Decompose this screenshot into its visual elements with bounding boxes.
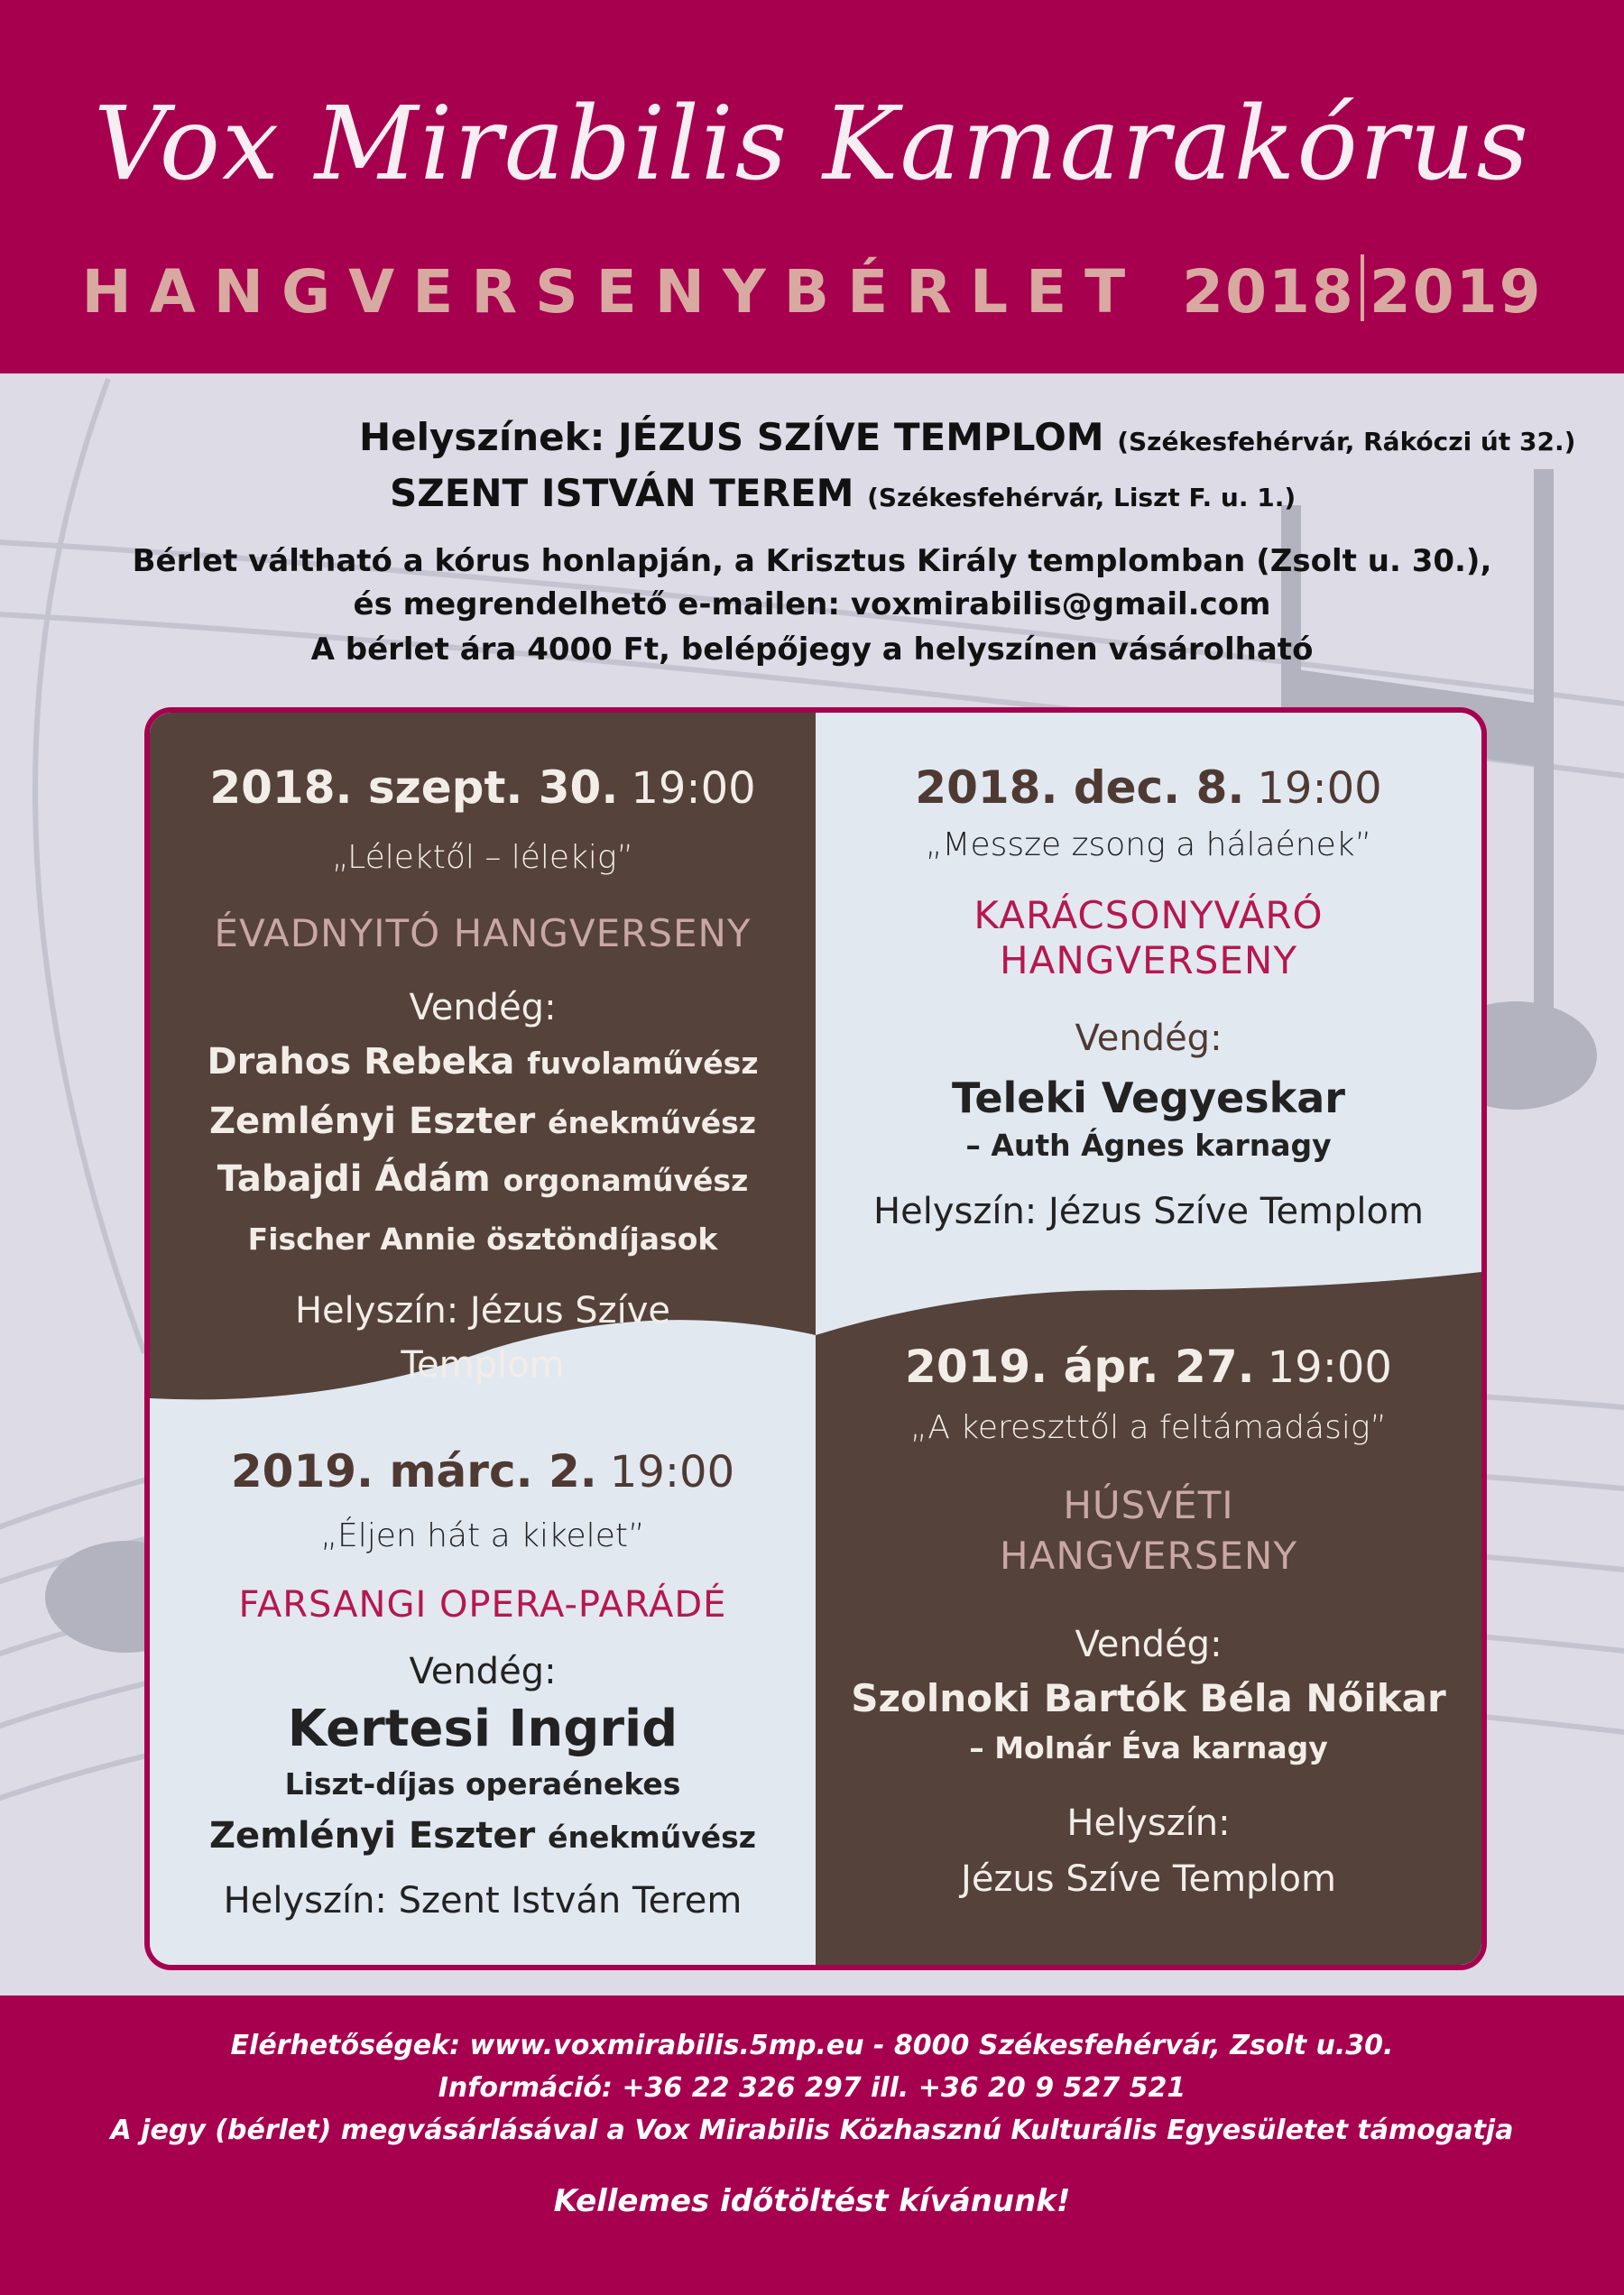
subtitle-word: HANGVERSENYBÉRLET bbox=[81, 257, 1144, 327]
concert3-guest-main-sub: Liszt-díjas operaénekes bbox=[284, 1766, 681, 1802]
concert1-date: 2018. szept. 30. bbox=[209, 761, 619, 814]
venue2-address: (Székesfehérvár, Liszt F. u. 1.) bbox=[867, 483, 1296, 512]
concert3-guest-main: Kertesi Ingrid bbox=[287, 1700, 678, 1758]
concert3-guest-2 bbox=[150, 1815, 816, 1857]
concert1-time: 19:00 bbox=[631, 763, 756, 814]
concert1-guest-3 bbox=[150, 1158, 816, 1200]
ticket-info-line-1: Bérlet váltható a kórus honlapján, a Krisztus Király templomban (Zsolt u. 30.), bbox=[132, 543, 1492, 579]
concert1-guest-1 bbox=[150, 1041, 816, 1083]
concert1-extra: Fischer Annie ösztöndíjasok bbox=[247, 1221, 718, 1257]
concert1-venue-line-1: Helyszín: Jézus Szíve bbox=[294, 1290, 671, 1332]
concert1-quote: „Lélektől – lélekig” bbox=[331, 839, 634, 876]
concert-panel bbox=[144, 707, 1487, 1970]
concert3-date: 2019. márc. 2. bbox=[230, 1445, 597, 1498]
concert3-category: FARSANGI OPERA-PARÁDÉ bbox=[238, 1584, 727, 1626]
info-value: +36 22 326 297 ill. +36 20 9 527 521 bbox=[622, 2072, 1186, 2104]
venue2-name: SZENT ISTVÁN TEREM bbox=[390, 471, 854, 515]
concert2-venue: Helyszín: Jézus Szíve Templom bbox=[873, 1191, 1424, 1232]
concert4-category-line-1: HÚSVÉTI bbox=[1063, 1483, 1234, 1527]
concert3-time: 19:00 bbox=[609, 1447, 735, 1498]
venue-line-2 bbox=[390, 471, 1296, 515]
footer-contact bbox=[0, 2030, 1624, 2061]
info-label: Információ: bbox=[438, 2072, 613, 2104]
footer-support: A jegy (bérlet) megvásárlásával a Vox Mirabilis Közhasznú Kulturális Egyesületet támogatja bbox=[110, 2115, 1514, 2146]
guest-role: énekművész bbox=[548, 1105, 756, 1140]
concert2-guest-label: Vendég: bbox=[1075, 1018, 1223, 1059]
venues-label: Helyszínek: bbox=[359, 415, 605, 459]
concert1-date-line bbox=[150, 761, 816, 814]
concert4-guest-label: Vendég: bbox=[1075, 1624, 1223, 1665]
year-end: 2019 bbox=[1369, 257, 1543, 327]
concert3-venue: Helyszín: Szent István Terem bbox=[223, 1880, 743, 1922]
concert4-guest-name: Szolnoki Bartók Béla Nőikar bbox=[851, 1676, 1446, 1720]
contact-value: www.voxmirabilis.5mp.eu - 8000 Székesfehérvár, Zsolt u.30. bbox=[469, 2030, 1394, 2061]
concert3-quote: „Éljen hát a kikelet” bbox=[320, 1517, 645, 1554]
guest-role: fuvolaművész bbox=[527, 1046, 759, 1081]
concert1-guest-2 bbox=[150, 1101, 816, 1142]
ticket-info-line-3: A bérlet ára 4000 Ft, belépőjegy a helyszínen vásárolható bbox=[310, 631, 1314, 668]
concert1-venue-line-2: Templom bbox=[401, 1344, 565, 1386]
page-subtitle bbox=[0, 254, 1624, 327]
concert4-date: 2019. ápr. 27. bbox=[905, 1341, 1255, 1393]
concert4-venue-line-1: Helyszín: bbox=[1066, 1802, 1231, 1844]
guest-name: Drahos Rebeka bbox=[207, 1041, 515, 1083]
page-title: Vox Mirabilis Kamarakórus bbox=[93, 86, 1531, 203]
guest-name: Zemlényi Eszter bbox=[209, 1101, 536, 1142]
venue1-name: JÉZUS SZÍVE TEMPLOM bbox=[618, 415, 1104, 459]
year-separator bbox=[1361, 254, 1364, 321]
concert2-date: 2018. dec. 8. bbox=[915, 761, 1245, 814]
guest-name: Zemlényi Eszter bbox=[209, 1815, 536, 1857]
concert1-category: ÉVADNYITÓ HANGVERSENY bbox=[214, 911, 752, 955]
concert2-category-line-2: HANGVERSENY bbox=[1000, 938, 1297, 982]
venue-line-1 bbox=[359, 415, 1575, 459]
concert2-date-line bbox=[816, 761, 1481, 814]
concert2-time: 19:00 bbox=[1257, 763, 1382, 814]
guest-name: Tabajdi Ádám bbox=[217, 1158, 491, 1200]
year-start: 2018 bbox=[1182, 257, 1355, 327]
concert3-date-line bbox=[150, 1445, 816, 1498]
ticket-info-line-2: és megrendelhető e-mailen: voxmirabilis@gmail.com bbox=[353, 586, 1271, 622]
concert4-date-line bbox=[816, 1341, 1481, 1393]
concert4-quote: „A kereszttől a feltámadásig” bbox=[909, 1409, 1388, 1446]
concert3-guest-label: Vendég: bbox=[409, 1651, 557, 1692]
contact-label: Elérhetőségek: bbox=[230, 2030, 461, 2061]
concert4-category-line-2: HANGVERSENY bbox=[1000, 1534, 1297, 1578]
concert1-guest-label: Vendég: bbox=[409, 987, 557, 1028]
guest-role: énekművész bbox=[548, 1820, 756, 1855]
concert4-venue-line-2: Jézus Szíve Templom bbox=[961, 1858, 1336, 1900]
concert4-time: 19:00 bbox=[1267, 1342, 1392, 1393]
concert2-quote: „Messze zsong a hálaének” bbox=[925, 826, 1372, 863]
footer-info bbox=[0, 2072, 1624, 2104]
concert4-guest-sub: – Molnár Éva karnagy bbox=[969, 1730, 1328, 1765]
guest-role: orgonaművész bbox=[503, 1163, 749, 1198]
concert2-guest-name: Teleki Vegyeskar bbox=[952, 1074, 1345, 1122]
footer-closing: Kellemes időtöltést kívánunk! bbox=[553, 2183, 1071, 2219]
concert2-guest-sub: – Auth Ágnes karnagy bbox=[965, 1128, 1332, 1163]
venue1-address: (Székesfehérvár, Rákóczi út 32.) bbox=[1117, 427, 1576, 456]
concert2-category-line-1: KARÁCSONYVÁRÓ bbox=[973, 893, 1324, 937]
